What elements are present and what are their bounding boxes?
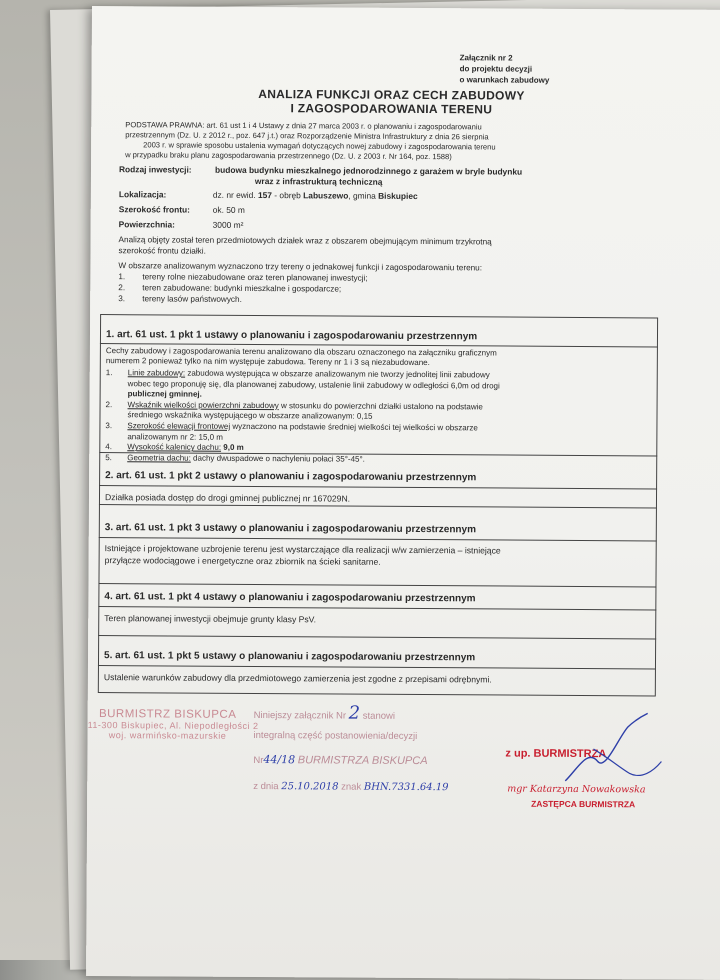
item-label: Wskaźnik wielkości powierzchni zabudowy	[127, 400, 279, 410]
location-mid: - obręb	[274, 190, 301, 201]
stamp-line-3	[253, 750, 448, 772]
item-label: Szerokość elewacji frontowej	[127, 421, 231, 431]
areas-list	[118, 271, 367, 306]
areas-list-item	[118, 293, 367, 306]
stamp-text: BURMISTRZA BISKUPCA	[297, 754, 428, 768]
location-commune: Biskupiec	[378, 190, 418, 201]
legal-basis-line: w przypadku braku planu zagospodarowania przestrzennego (Dz. U. z 2003 r. Nr 164, poz. 1588)	[125, 150, 452, 162]
area-value: 3000 m²	[212, 219, 244, 230]
section-4-text: Teren planowanej inwestycji obejmuje grunty klasy PsV.	[104, 613, 317, 625]
investment-value-line: wraz z infrastrukturą techniczną	[254, 175, 383, 187]
item-number: 2.	[105, 399, 113, 409]
attachment-line: do projektu decyzji	[459, 64, 533, 74]
stamp-line-4	[253, 777, 448, 798]
s1-item-cont: publicznej gminnej.	[127, 389, 202, 399]
office-stamp-line: BURMISTRZ BISKUPCA	[98, 708, 237, 721]
location-village: Labuszewo	[303, 190, 349, 201]
legal-basis-line: PODSTAWA PRAWNA: art. 61 ust 1 i 4 Ustawy z dnia 27 marca 2003 r. o planowaniu i zagospodarowaniu	[125, 120, 482, 132]
section-5-text: Ustalenie warunków zabudowy dla przedmiotowego zamierzenia jest zgodne z przepisami odrębnymi.	[103, 672, 492, 685]
office-stamp-line: 11-300 Biskupiec, Al. Niepodległości 2	[87, 719, 259, 732]
handwritten-number: 2	[348, 702, 361, 724]
item-text: 9,0 m	[223, 442, 244, 453]
area-label: Powierzchnia:	[118, 219, 176, 230]
stamp-text: stanowi	[362, 710, 396, 722]
item-number: 1.	[105, 368, 113, 378]
document-title: ANALIZA FUNKCJI ORAZ CECH ZABUDOWY	[258, 87, 525, 103]
section-5-title: 5. art. 61 ust. 1 pkt 5 ustawy o planowaniu i zagospodarowaniu przestrzennym	[103, 650, 476, 664]
section-1-intro	[106, 346, 497, 368]
s1-item-cont: wobec tego proponuję się, dla planowanej zabudowy, ustalenie linii zabudowy w odległości 6,0m od drogi	[127, 378, 500, 391]
location-sep: , gmina	[348, 190, 376, 201]
signature-prefix: z up.	[505, 747, 531, 760]
section-1-items	[105, 368, 500, 466]
stamp-text: Nr	[253, 755, 264, 767]
item-text: w stosunku do powierzchni działki ustalono na podstawie	[280, 400, 483, 412]
legal-basis-line: 2003 r. w sprawie sposobu ustalenia wymagań dotyczących nowej zabudowy i zagospodarowania terenu	[143, 140, 496, 152]
section-1-title: 1. art. 61 ust. 1 pkt 1 ustawy o planowaniu i zagospodarowaniu przestrzennym	[105, 329, 478, 343]
s1-item-cont: analizowanym nr 2: 15,0 m	[127, 431, 224, 442]
item-text: zabudowa występująca w obszarze analizowanym nie tworzy jednolitej linii zabudowy	[187, 368, 490, 380]
legal-basis	[125, 120, 496, 162]
item-text: dachy dwuspadowe o nachyleniu połaci 35°-45°.	[193, 453, 365, 464]
stamp-line-1	[254, 703, 449, 727]
item-label: Linie zabudowy:	[127, 368, 186, 378]
signatory-name: mgr Katarzyna Nowakowska	[507, 783, 646, 796]
handwritten-decision-number: 44/18	[263, 753, 296, 767]
location-prefix: dz. nr ewid.	[212, 189, 256, 201]
s1-item-cont: średniego wskaźnika występującego w obszarze analizowanym: 0,15	[127, 410, 373, 422]
section-3-text	[105, 542, 501, 568]
investment-value-line: budowa budynku mieszkalnego jednorodzinnego z garażem w bryle budynku	[214, 164, 523, 177]
investment-label: Rodzaj inwestycji:	[118, 164, 192, 175]
item-text: tereny rolne niezabudowane oraz teren planowanej inwestycji;	[142, 272, 368, 283]
item-number: 3.	[105, 421, 113, 431]
office-stamp-line: woj. warmińsko-mazurskie	[108, 730, 227, 741]
investment-value	[215, 165, 522, 189]
document-subtitle: I ZAGOSPODAROWANIA TERENU	[290, 101, 493, 117]
stamp-text: znak	[341, 781, 362, 793]
section-1-intro-line: numerem 2 ponieważ tylko na nim występuje zabudowa. Tereny nr 1 i 3 są niezabudowane.	[105, 356, 430, 368]
location-plot: 157	[257, 190, 273, 201]
analysis-intro-line: Analizą objęty został teren przedmiotowych działek wraz z obszarem obejmującym minimum trzykrotną	[118, 235, 492, 247]
section-3-text-line: przyłącze wodociągowe i energetyczne oraz zbiornik na ścieki sanitarne.	[104, 555, 381, 567]
item-text: tereny lasów państwowych.	[142, 294, 242, 304]
front-value: ok. 50 m	[212, 204, 245, 215]
front-label: Szerokość frontu:	[118, 204, 190, 215]
office-stamp	[87, 708, 259, 741]
attachment-note	[460, 52, 550, 86]
location-value	[213, 190, 418, 201]
item-label: Geometria dachu:	[127, 452, 191, 463]
analysis-intro	[118, 234, 491, 258]
stamp-line-2: integralną część postanowienia/decyzji	[253, 730, 418, 743]
item-number: 5.	[105, 452, 112, 462]
item-number: 1.	[118, 272, 126, 282]
stamp-text: z dnia	[253, 780, 279, 793]
analysis-intro-line: szerokość frontu działki.	[118, 246, 206, 256]
item-text: wyznaczono na podstawie średniej wielkości tej wielkości w obszarze	[232, 421, 478, 433]
item-label: Wysokość kalenicy dachu:	[127, 442, 222, 452]
section-3-text-line: Istniejące i projektowane uzbrojenie terenu jest wystarczające dla realizacji w/w zamierzenia – istniejące	[104, 543, 501, 556]
section-2-text: Działka posiada dostęp do drogi gminnej publicznej nr 167029N.	[104, 492, 351, 504]
attachment-line: Załącznik nr 2	[459, 53, 513, 63]
document-page	[86, 6, 720, 980]
legal-basis-line: przestrzennym (Dz. U. z 2012 r., poz. 647 j.t.) oraz Rozporządzenie Ministra Infrastruktury z dnia 26 sierpnia	[125, 130, 489, 142]
section-4-title: 4. art. 61 ust. 1 pkt 4 ustawy o planowaniu i zagospodarowaniu przestrzennym	[104, 591, 476, 605]
handwritten-reference: BHN.7331.64.19	[363, 781, 449, 794]
stamp-text: Niniejszy załącznik Nr	[253, 710, 347, 722]
section-2-title: 2. art. 61 ust. 1 pkt 2 ustawy o planowaniu i zagospodarowaniu przestrzennym	[105, 470, 477, 484]
item-number: 3.	[118, 294, 126, 304]
item-text: teren zabudowane: budynki mieszkalne i gospodarcze;	[142, 283, 342, 294]
section-3-title: 3. art. 61 ust. 1 pkt 3 ustawy o planowaniu i zagospodarowaniu przestrzennym	[104, 522, 477, 536]
location-label: Lokalizacja:	[118, 189, 167, 200]
attachment-stamp	[253, 703, 449, 798]
signatory-title: ZASTĘPCA BURMISTRZA	[531, 798, 636, 810]
section-1-intro-line: Cechy zabudowy i zagospodarowania terenu analizowano dla obszaru oznaczonego na załączniku graficznym	[105, 346, 497, 358]
item-number: 2.	[118, 283, 126, 293]
handwritten-date: 25.10.2018	[281, 781, 339, 793]
signature-role-text: BURMISTRZA	[533, 747, 607, 761]
item-number: 4.	[105, 442, 113, 452]
attachment-line: o warunkach zabudowy	[459, 75, 550, 85]
areas-intro: W obszarze analizowanym wyznaczono trzy tereny o jednakowej funkcji i zagospodarowaniu terenu:	[118, 261, 483, 273]
